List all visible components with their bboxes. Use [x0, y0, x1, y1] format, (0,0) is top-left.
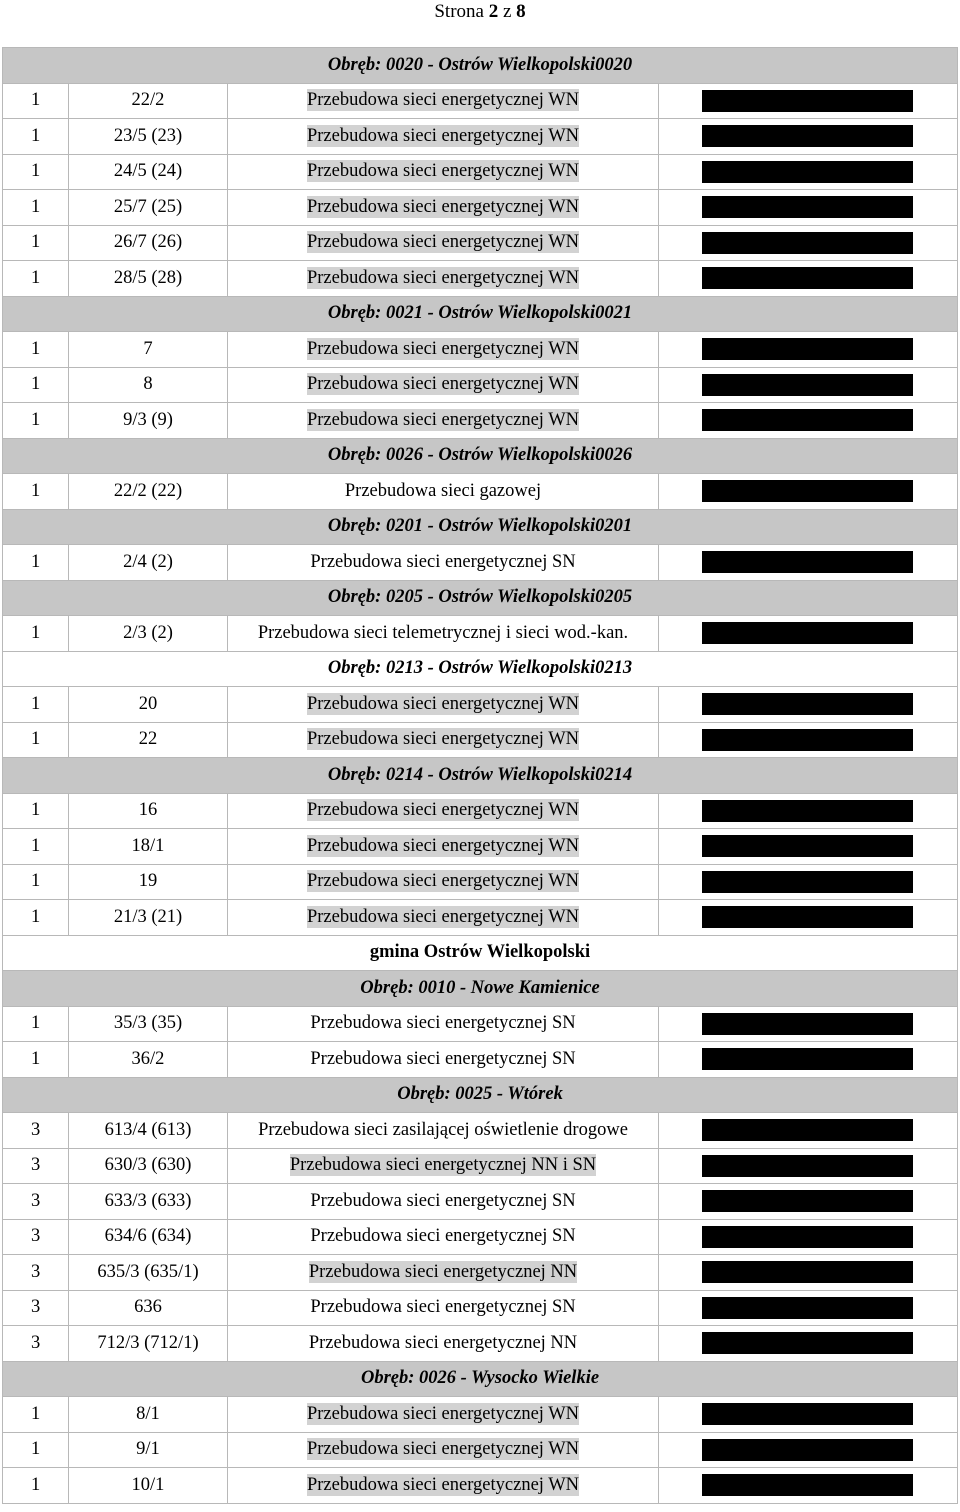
redaction-bar: [702, 1403, 913, 1425]
redaction-bar: [702, 800, 913, 822]
table-row: [3, 119, 958, 155]
redacted-cell: [659, 1432, 958, 1468]
redaction-bar: [702, 551, 913, 573]
description-cell: [228, 864, 659, 900]
description-text: Przebudowa sieci energetycznej SN: [310, 1190, 576, 1211]
precinct-header-row: [3, 1077, 958, 1113]
row-number-cell: 3: [3, 1290, 69, 1326]
table-row: [3, 829, 958, 865]
parcel-number-cell: 28/5 (28): [69, 261, 228, 297]
section-cell: [3, 971, 958, 1007]
row-number-cell: 3: [3, 1326, 69, 1362]
parcel-number-cell: 22/2 (22): [69, 474, 228, 510]
description-text: Przebudowa sieci energetycznej WN: [306, 835, 580, 856]
row-number-cell: 3: [3, 1184, 69, 1220]
table-row: [3, 1148, 958, 1184]
redacted-cell: [659, 793, 958, 829]
redacted-cell: [659, 1006, 958, 1042]
redacted-cell: [659, 687, 958, 723]
redacted-cell: [659, 864, 958, 900]
table-row: [3, 1113, 958, 1149]
row-number-cell: 1: [3, 829, 69, 865]
table-row: [3, 332, 958, 368]
description-cell: [228, 1113, 659, 1149]
description-text: Przebudowa sieci energetycznej WN: [306, 1403, 580, 1424]
table-row: [3, 1326, 958, 1362]
description-cell: [228, 367, 659, 403]
row-number-cell: 1: [3, 687, 69, 723]
redacted-cell: [659, 403, 958, 439]
redaction-bar: [702, 1439, 913, 1461]
description-cell: [228, 332, 659, 368]
parcel-table-body: [3, 48, 958, 1504]
row-number-cell: 1: [3, 403, 69, 439]
row-number-cell: 1: [3, 83, 69, 119]
redaction-bar: [702, 906, 913, 928]
description-cell: [228, 545, 659, 581]
redaction-bar: [702, 161, 913, 183]
description-cell: [228, 1468, 659, 1504]
description-text: Przebudowa sieci energetycznej SN: [310, 1297, 576, 1318]
table-row: [3, 1184, 958, 1220]
description-cell: [228, 829, 659, 865]
section-cell: [3, 296, 958, 332]
redacted-cell: [659, 545, 958, 581]
row-number-cell: 1: [3, 900, 69, 936]
precinct-header-row: [3, 971, 958, 1007]
description-text: Przebudowa sieci energetycznej WN: [306, 871, 580, 892]
description-cell: [228, 1397, 659, 1433]
row-number-cell: 3: [3, 1113, 69, 1149]
description-cell: [228, 1184, 659, 1220]
table-row: [3, 403, 958, 439]
parcel-number-cell: 26/7 (26): [69, 225, 228, 261]
redaction-bar: [702, 835, 913, 857]
page-total: 8: [516, 1, 526, 22]
parcel-number-cell: 21/3 (21): [69, 900, 228, 936]
table-row: [3, 1219, 958, 1255]
parcel-number-cell: 2/4 (2): [69, 545, 228, 581]
description-text: Przebudowa sieci energetycznej WN: [306, 232, 580, 253]
parcel-number-cell: 19: [69, 864, 228, 900]
description-text: Przebudowa sieci energetycznej SN: [310, 551, 576, 572]
redacted-cell: [659, 616, 958, 652]
row-number-cell: 1: [3, 332, 69, 368]
parcel-number-cell: 16: [69, 793, 228, 829]
table-row: [3, 1255, 958, 1291]
row-number-cell: 1: [3, 1468, 69, 1504]
precinct-label: Obręb: 0010 - Nowe Kamienice: [360, 977, 600, 998]
table-row: [3, 545, 958, 581]
precinct-label: Obręb: 0025 - Wtórek: [397, 1084, 563, 1105]
description-text: Przebudowa sieci energetycznej WN: [306, 1439, 580, 1460]
description-cell: [228, 1290, 659, 1326]
precinct-label: Obręb: 0213 - Ostrów Wielkopolski0213: [327, 658, 633, 679]
table-row: [3, 474, 958, 510]
municipality-header-row: [3, 935, 958, 971]
description-cell: [228, 83, 659, 119]
parcel-number-cell: 8/1: [69, 1397, 228, 1433]
redacted-cell: [659, 829, 958, 865]
precinct-header-row: [3, 580, 958, 616]
section-cell: [3, 651, 958, 687]
redaction-bar: [702, 409, 913, 431]
precinct-header-row: [3, 509, 958, 545]
municipality-label: gmina Ostrów Wielkopolski: [369, 942, 591, 963]
parcel-table: [2, 47, 958, 1504]
redacted-cell: [659, 367, 958, 403]
row-number-cell: 1: [3, 1042, 69, 1078]
description-text: Przebudowa sieci energetycznej WN: [306, 729, 580, 750]
description-text: Przebudowa sieci telemetrycznej i sieci wod.-kan.: [257, 622, 629, 643]
description-text: Przebudowa sieci energetycznej NN: [308, 1261, 578, 1282]
description-cell: [228, 1148, 659, 1184]
precinct-label: Obręb: 0026 - Ostrów Wielkopolski0026: [327, 445, 633, 466]
description-text: Przebudowa sieci energetycznej WN: [306, 196, 580, 217]
description-text: Przebudowa sieci energetycznej WN: [306, 409, 580, 430]
precinct-label: Obręb: 0214 - Ostrów Wielkopolski0214: [327, 764, 633, 785]
page-prefix: Strona: [434, 1, 484, 22]
row-number-cell: 1: [3, 864, 69, 900]
description-cell: [228, 1255, 659, 1291]
table-row: [3, 261, 958, 297]
row-number-cell: 1: [3, 1397, 69, 1433]
description-cell: [228, 900, 659, 936]
precinct-header-row: [3, 48, 958, 84]
description-cell: [228, 154, 659, 190]
section-cell: [3, 1077, 958, 1113]
redacted-cell: [659, 332, 958, 368]
parcel-number-cell: 8: [69, 367, 228, 403]
redacted-cell: [659, 1397, 958, 1433]
redacted-cell: [659, 474, 958, 510]
description-text: Przebudowa sieci energetycznej WN: [306, 125, 580, 146]
redacted-cell: [659, 1148, 958, 1184]
redaction-bar: [702, 1474, 913, 1496]
table-row: [3, 83, 958, 119]
parcel-number-cell: 9/3 (9): [69, 403, 228, 439]
section-cell: [3, 509, 958, 545]
row-number-cell: 1: [3, 545, 69, 581]
table-row: [3, 1468, 958, 1504]
redaction-bar: [702, 871, 913, 893]
redacted-cell: [659, 261, 958, 297]
description-cell: [228, 1432, 659, 1468]
redacted-cell: [659, 1042, 958, 1078]
description-text: Przebudowa sieci energetycznej WN: [306, 906, 580, 927]
redaction-bar: [702, 125, 913, 147]
description-text: Przebudowa sieci energetycznej WN: [306, 267, 580, 288]
row-number-cell: 1: [3, 474, 69, 510]
table-row: [3, 864, 958, 900]
description-text: Przebudowa sieci energetycznej NN: [308, 1332, 578, 1353]
table-row: [3, 900, 958, 936]
parcel-number-cell: 634/6 (634): [69, 1219, 228, 1255]
redaction-bar: [702, 374, 913, 396]
redaction-bar: [702, 1261, 913, 1283]
section-cell: [3, 580, 958, 616]
parcel-number-cell: 633/3 (633): [69, 1184, 228, 1220]
redacted-cell: [659, 1290, 958, 1326]
redaction-bar: [702, 267, 913, 289]
row-number-cell: 1: [3, 154, 69, 190]
table-row: [3, 687, 958, 723]
section-cell: [3, 758, 958, 794]
row-number-cell: 1: [3, 1006, 69, 1042]
description-cell: [228, 1219, 659, 1255]
precinct-header-row: [3, 296, 958, 332]
redacted-cell: [659, 1255, 958, 1291]
description-text: Przebudowa sieci energetycznej SN: [310, 1226, 576, 1247]
page-separator: z: [502, 1, 512, 22]
precinct-header-row: [3, 438, 958, 474]
redaction-bar: [702, 196, 913, 218]
row-number-cell: 1: [3, 793, 69, 829]
redacted-cell: [659, 119, 958, 155]
table-row: [3, 1432, 958, 1468]
precinct-header-row: [3, 1361, 958, 1397]
section-cell: [3, 438, 958, 474]
redaction-bar: [702, 1048, 913, 1070]
table-row: [3, 1290, 958, 1326]
row-number-cell: 1: [3, 1432, 69, 1468]
description-text: Przebudowa sieci energetycznej NN i SN: [289, 1155, 597, 1176]
parcel-number-cell: 9/1: [69, 1432, 228, 1468]
description-text: Przebudowa sieci energetycznej WN: [306, 90, 580, 111]
description-text: Przebudowa sieci energetycznej WN: [306, 693, 580, 714]
description-text: Przebudowa sieci energetycznej SN: [310, 1048, 576, 1069]
description-cell: [228, 119, 659, 155]
parcel-number-cell: 712/3 (712/1): [69, 1326, 228, 1362]
parcel-number-cell: 613/4 (613): [69, 1113, 228, 1149]
redaction-bar: [702, 1332, 913, 1354]
description-cell: [228, 616, 659, 652]
redaction-bar: [702, 1119, 913, 1141]
row-number-cell: 1: [3, 722, 69, 758]
redacted-cell: [659, 190, 958, 226]
parcel-number-cell: 22: [69, 722, 228, 758]
description-cell: [228, 190, 659, 226]
redacted-cell: [659, 1113, 958, 1149]
table-row: [3, 190, 958, 226]
table-row: [3, 154, 958, 190]
parcel-number-cell: 35/3 (35): [69, 1006, 228, 1042]
table-row: [3, 793, 958, 829]
redaction-bar: [702, 480, 913, 502]
redaction-bar: [702, 90, 913, 112]
table-row: [3, 1397, 958, 1433]
section-cell: [3, 48, 958, 84]
redacted-cell: [659, 722, 958, 758]
description-cell: [228, 1042, 659, 1078]
row-number-cell: 1: [3, 616, 69, 652]
description-text: Przebudowa sieci energetycznej WN: [306, 800, 580, 821]
table-row: [3, 1042, 958, 1078]
parcel-number-cell: 25/7 (25): [69, 190, 228, 226]
redaction-bar: [702, 622, 913, 644]
redacted-cell: [659, 83, 958, 119]
precinct-label: Obręb: 0021 - Ostrów Wielkopolski0021: [327, 303, 633, 324]
precinct-label: Obręb: 0205 - Ostrów Wielkopolski0205: [327, 587, 633, 608]
table-row: [3, 616, 958, 652]
redacted-cell: [659, 1468, 958, 1504]
redacted-cell: [659, 1219, 958, 1255]
row-number-cell: 3: [3, 1255, 69, 1291]
redaction-bar: [702, 1190, 913, 1212]
row-number-cell: 1: [3, 367, 69, 403]
description-cell: [228, 474, 659, 510]
parcel-number-cell: 636: [69, 1290, 228, 1326]
parcel-number-cell: 635/3 (635/1): [69, 1255, 228, 1291]
row-number-cell: 1: [3, 119, 69, 155]
page-current: 2: [488, 1, 499, 22]
parcel-number-cell: 10/1: [69, 1468, 228, 1504]
description-cell: [228, 793, 659, 829]
description-cell: [228, 722, 659, 758]
description-cell: [228, 687, 659, 723]
parcel-number-cell: 23/5 (23): [69, 119, 228, 155]
description-text: Przebudowa sieci energetycznej WN: [306, 338, 580, 359]
redaction-bar: [702, 232, 913, 254]
row-number-cell: 1: [3, 225, 69, 261]
table-row: [3, 367, 958, 403]
redaction-bar: [702, 1226, 913, 1248]
section-cell: [3, 935, 958, 971]
redaction-bar: [702, 693, 913, 715]
redacted-cell: [659, 154, 958, 190]
parcel-number-cell: 630/3 (630): [69, 1148, 228, 1184]
row-number-cell: 1: [3, 190, 69, 226]
precinct-label: Obręb: 0201 - Ostrów Wielkopolski0201: [327, 516, 633, 537]
description-text: Przebudowa sieci energetycznej WN: [306, 374, 580, 395]
description-cell: [228, 1326, 659, 1362]
parcel-number-cell: 2/3 (2): [69, 616, 228, 652]
description-text: Przebudowa sieci zasilającej oświetlenie drogowe: [258, 1119, 628, 1140]
precinct-header-row: [3, 758, 958, 794]
redacted-cell: [659, 1326, 958, 1362]
parcel-number-cell: 22/2: [69, 83, 228, 119]
redaction-bar: [702, 338, 913, 360]
section-cell: [3, 1361, 958, 1397]
description-cell: [228, 403, 659, 439]
precinct-label: Obręb: 0020 - Ostrów Wielkopolski0020: [327, 54, 633, 75]
description-text: Przebudowa sieci energetycznej WN: [306, 161, 580, 182]
precinct-label: Obręb: 0026 - Wysocko Wielkie: [360, 1368, 600, 1389]
parcel-number-cell: 18/1: [69, 829, 228, 865]
table-row: [3, 1006, 958, 1042]
parcel-number-cell: 7: [69, 332, 228, 368]
parcel-number-cell: 36/2: [69, 1042, 228, 1078]
description-cell: [228, 261, 659, 297]
row-number-cell: 1: [3, 261, 69, 297]
parcel-number-cell: 20: [69, 687, 228, 723]
redacted-cell: [659, 900, 958, 936]
redaction-bar: [702, 1013, 913, 1035]
row-number-cell: 3: [3, 1219, 69, 1255]
description-text: Przebudowa sieci energetycznej SN: [310, 1013, 576, 1034]
description-text: Przebudowa sieci gazowej: [344, 480, 542, 501]
parcel-number-cell: 24/5 (24): [69, 154, 228, 190]
redaction-bar: [702, 1297, 913, 1319]
precinct-header-row: [3, 651, 958, 687]
row-number-cell: 3: [3, 1148, 69, 1184]
description-cell: [228, 1006, 659, 1042]
redacted-cell: [659, 1184, 958, 1220]
description-cell: [228, 225, 659, 261]
redaction-bar: [702, 1155, 913, 1177]
table-row: [3, 722, 958, 758]
page-number-header: [0, 0, 960, 30]
table-row: [3, 225, 958, 261]
redaction-bar: [702, 729, 913, 751]
redacted-cell: [659, 225, 958, 261]
description-text: Przebudowa sieci energetycznej WN: [306, 1474, 580, 1495]
